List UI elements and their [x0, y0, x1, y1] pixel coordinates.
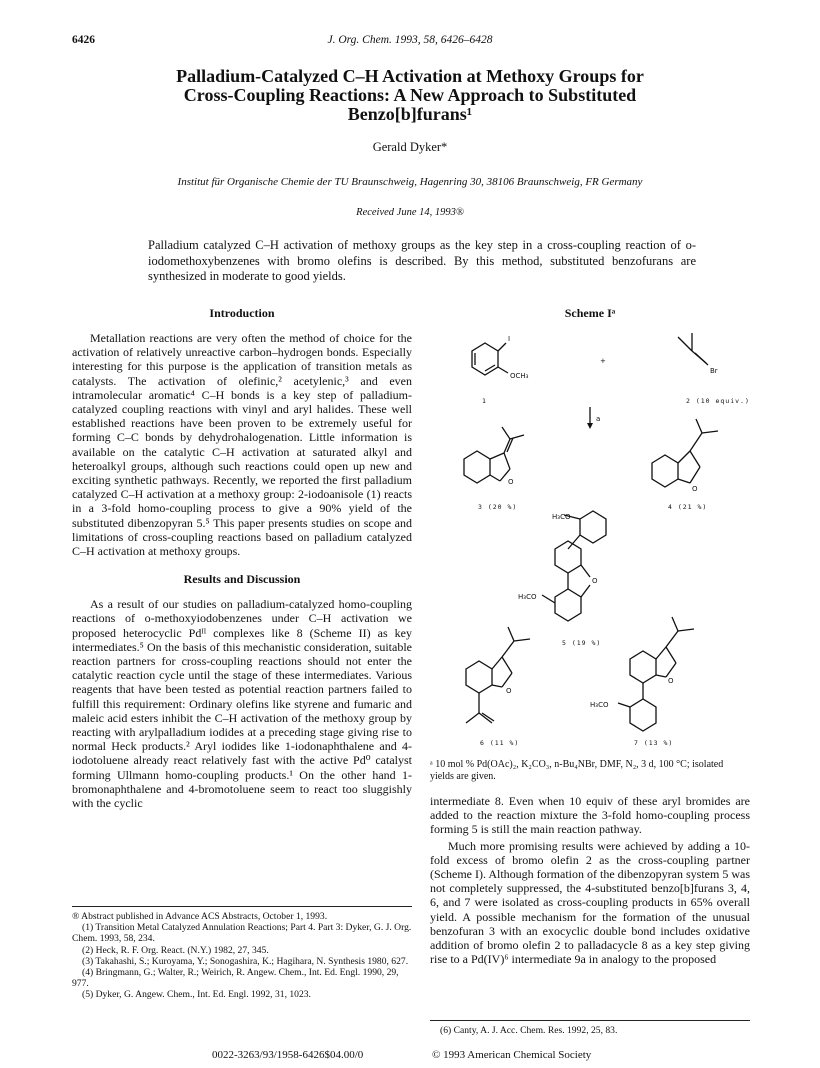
introduction-text — [72, 331, 412, 558]
h3co-label-7: H₃CO — [590, 701, 609, 709]
iodo-label: I — [508, 335, 511, 343]
oxygen-label-6: O — [506, 687, 512, 695]
footnote-item: (2) Heck, R. F. Org. React. (N.Y.) 1982, 27, 345. — [82, 944, 269, 956]
author: Gerald Dyker* — [372, 140, 448, 154]
article-code: 0022-3263/93/1958-6426$04.00/0 — [212, 1049, 364, 1061]
compound-6-structure — [466, 627, 530, 723]
compound-3-structure — [464, 427, 524, 483]
page-number: 6426 — [72, 34, 95, 46]
oxygen-label-4: O — [692, 485, 698, 493]
article-title — [0, 67, 820, 124]
results-heading: Results and Discussion — [183, 572, 301, 587]
abstract: Palladium catalyzed C–H activation of methoxy groups as the key step in a cross-coupling reaction of o-iodomethoxybenzenes with bromo olefins is described. By this method, substituted benzofurans are synthesized in moderate to good yields. — [148, 238, 696, 283]
footnote-rule — [430, 1020, 750, 1021]
scheme-drawing — [430, 323, 750, 753]
compound-2-structure — [678, 333, 708, 365]
plus-sign: + — [600, 357, 606, 365]
results-paragraph: As a result of our studies on palladium-catalyzed homo-coupling reactions of o-methoxyiodobenzenes under C–H activation we proposed heterocyclic Pdᴵᴵ complexes like 8 (Scheme II) as key intermediates.⁵ On the basis of this mechanistic consideration, suitable reaction partners for cross-coupling reactions should not enter the catalytic reaction cycle until the stage of these intermediates. Various reagents that have been tested as potential reaction partners failed to fulfill this requirement: Ordinary olefins like styrene and fumaric and maleic acid esters inhibit the C–H activation of the methoxy group by reacting with arylpalladium iodides at a preceding stage giving rise to normal Heck products.² Aryl iodides like 1-iodonaphthalene and 4-iodotoluene already react relatively fast with the active Pd⁰ catalyst forming Ullmann homo-coupling products.¹ On the other hand 1-bromonaphthalene and 4-bromotoluene seem to react too sluggishly with the cyclic — [72, 597, 412, 811]
compound-4-structure — [652, 419, 718, 487]
oxygen-label-3: O — [508, 478, 514, 486]
bromo-label: Br — [710, 367, 718, 375]
footnote-item: (5) Dyker, G. Angew. Chem., Int. Ed. Engl. 1992, 31, 1023. — [82, 989, 311, 1001]
oxygen-label-7: O — [668, 677, 674, 685]
compound-4-label: 4 (21 %) — [668, 503, 708, 511]
footnote-item: ® Abstract published in Advance ACS Abstracts, October 1, 1993. — [72, 911, 328, 922]
journal-citation: J. Org. Chem. 1993, 58, 6426–6428 — [327, 34, 493, 46]
footnote-item: (1) Transition Metal Catalyzed Annulation Reactions; Part 4. Part 3: Dyker, G. J. Org. Chem. 1993, 58, 234. — [72, 922, 412, 945]
results-text — [72, 597, 412, 810]
scheme-heading: Scheme Iᵃ — [564, 306, 616, 320]
affiliation: Institut für Organische Chemie der TU Braunschweig, Hagenring 30, 38106 Braunschweig, FR Germany — [177, 176, 643, 188]
right-column-text — [430, 794, 750, 966]
compound-5-structure — [542, 511, 606, 621]
introduction-heading: Introduction — [209, 306, 275, 320]
right-footnotes — [430, 1020, 750, 1036]
title-line-1: Palladium-Catalyzed C–H Activation at Methoxy Groups for — [176, 66, 644, 86]
compound-7-structure — [618, 617, 694, 731]
right-paragraph-1: intermediate 8. Even when 10 equiv of these aryl bromides are added to the reaction mixture the 3-fold homo-coupling process forming 5 is still the main reaction pathway. — [430, 794, 750, 837]
h3co-label-5b: H₃CO — [518, 593, 537, 601]
introduction-paragraph: Metallation reactions are very often the method of choice for the activation of relatively unreactive carbon–hydrogen bonds. Especially interesting for this purpose is the application of transition metals as catalysts. The activation of olefinic,² acetylenic,³ and even intramolecular aromatic⁴ C–H bonds is a key step of palladium-catalyzed coupling reactions with vinyl and aryl halides. These well established reactions have been proven to be extremely useful for forming C–C bonds by dehydrohalogenation. Little information is available on the catalytic C–H activation at saturated alkyl and heteroalkyl groups, although such reactions could open up new and exciting synthetic pathways. Recently, we reported the first palladium catalyzed C–H activation at a methoxy group: 2-iodoanisole (1) reacts in a 3-fold homo-coupling process to give a 90% yield of the substituted dibenzopyran 5.⁵ This paper presents studies on scope and limitations of cross-coupling reactions based on palladium catalyzed C–H activation at methoxy groups. — [72, 331, 412, 559]
oxygen-label-5: O — [592, 577, 598, 585]
compound-1-structure — [472, 343, 508, 375]
compound-6-label: 6 (11 %) — [480, 739, 520, 747]
footnote-rule — [72, 906, 412, 907]
footnote-item: (6) Canty, A. J. Acc. Chem. Res. 1992, 25, 83. — [440, 1025, 618, 1036]
compound-2-label: 2 (10 equiv.) — [686, 397, 750, 405]
arrow-condition: a — [596, 415, 601, 423]
compound-3-label: 3 (20 %) — [478, 503, 518, 511]
reaction-arrow — [587, 407, 593, 429]
title-line-2: Cross-Coupling Reactions: A New Approach to Substituted — [183, 85, 637, 105]
scheme-1 — [430, 306, 750, 783]
h3co-label-5a: H₃CO — [552, 513, 571, 521]
title-line-3: Benzo[b]furans¹ — [347, 104, 473, 124]
compound-5-label: 5 (19 %) — [562, 639, 602, 647]
compound-7-label: 7 (13 %) — [634, 739, 674, 747]
footnote-list — [72, 911, 412, 1001]
scheme-footnote: ᵃ 10 mol % Pd(OAc)₂, K₂CO₃, n-Bu₄NBr, DMF, N₂, 3 d, 100 °C; isolated yields are given. — [430, 759, 724, 782]
och3-label: OCH₃ — [510, 372, 529, 380]
received-date: Received June 14, 1993® — [356, 207, 464, 218]
right-paragraph-2: Much more promising results were achieved by adding a 10-fold excess of bromo olefin 2 as the cross-coupling partner (Scheme I). Although formation of the dibenzopyran system 5 was not completely suppressed, the 4-substituted benzo[b]furans 3, 4, 6, and 7 were isolated as cross-coupling products in 65% overall yield. A possible mechanism for the formation of the unusual benzofuran 3 with an exocyclic double bond includes oxidative addition of bromo olefin 2 to palladacycle 8 as a key step giving rise to a Pd(IV)⁶ intermediate 9a in analogy to the proposed — [430, 838, 750, 967]
copyright: © 1993 American Chemical Society — [432, 1049, 592, 1061]
footnote-item: (3) Takahashi, S.; Kuroyama, Y.; Sonogashira, K.; Hagihara, N. Synthesis 1980, 627. — [82, 955, 409, 967]
footnote-item: (4) Bringmann, G.; Walter, R.; Weirich, R. Angew. Chem., Int. Ed. Engl. 1990, 29, 977. — [72, 967, 399, 990]
compound-1-label: 1 — [482, 397, 487, 405]
left-column — [72, 306, 412, 810]
left-footnotes — [72, 906, 412, 1001]
